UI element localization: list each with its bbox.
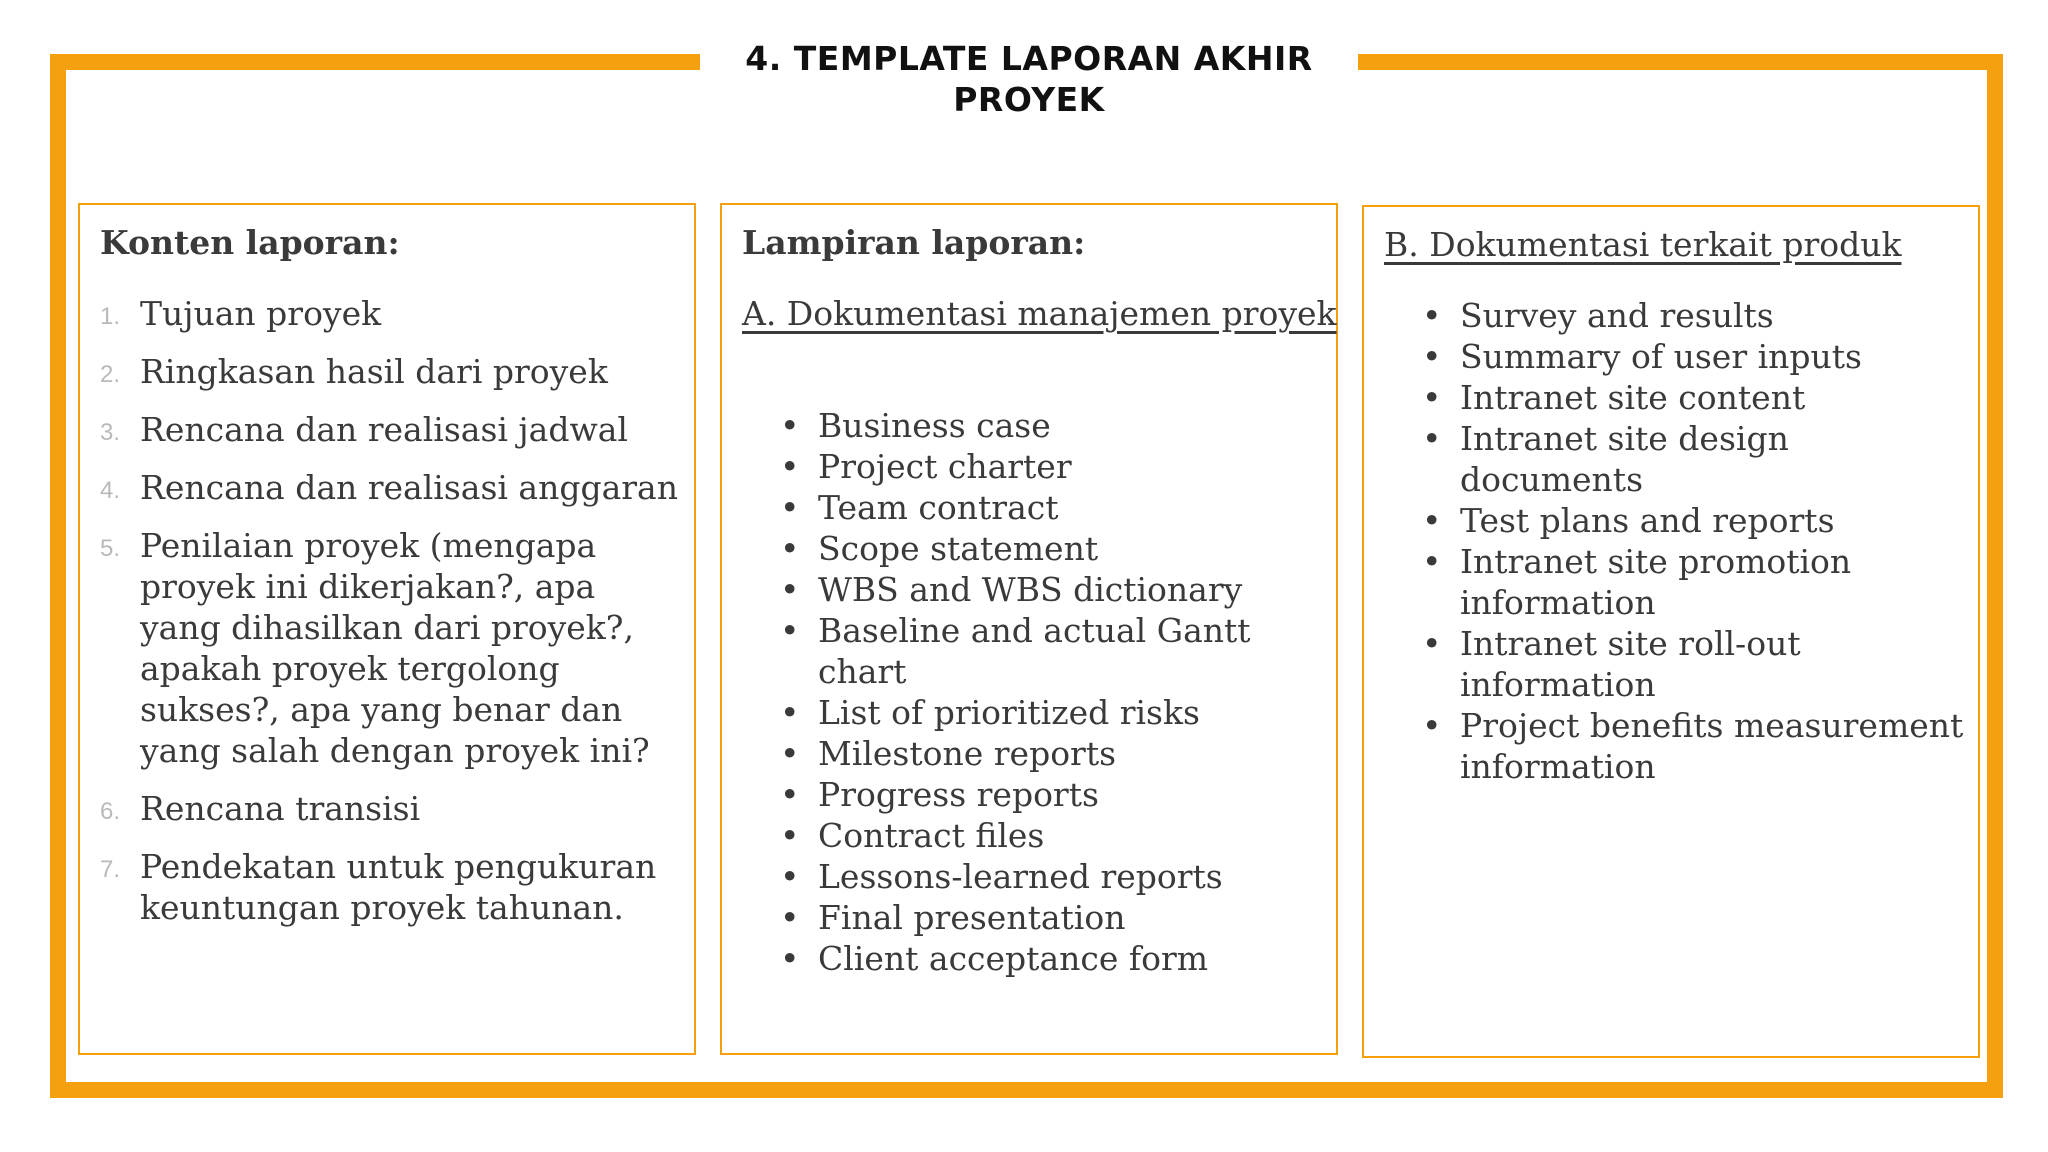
list-item-text: Ringkasan hasil dari proyek (140, 352, 608, 391)
list-item: • Intranet site content (1422, 377, 1967, 418)
list-number: 4. (100, 477, 121, 504)
list-item: • List of prioritized risks (780, 692, 1320, 733)
list-item (100, 788, 685, 829)
list-item: • Intranet site promotion information (1422, 541, 1967, 623)
list-item-text: Rencana dan realisasi anggaran (140, 468, 678, 507)
panel-dokumentasi-produk (1362, 205, 1980, 1058)
list-item: • Client acceptance form (780, 938, 1320, 979)
panel-heading: Konten laporan: (100, 223, 400, 262)
list-item: • Final presentation (780, 897, 1320, 938)
list-item: • Lessons-learned reports (780, 856, 1320, 897)
list-number: 6. (100, 798, 121, 825)
list-number: 2. (100, 361, 121, 388)
list-item: • Milestone reports (780, 733, 1320, 774)
bullet-list (780, 405, 1320, 979)
panel-heading: Lampiran laporan: (742, 223, 1086, 262)
list-item: • WBS and WBS dictionary (780, 569, 1320, 610)
list-item-text: Penilaian proyek (mengapa proyek ini dikerjakan?, apa yang dihasilkan dari proyek?, apakah proyek tergolong sukses?, apa yang benar dan yang salah dengan proyek ini? (140, 526, 650, 770)
list-item (100, 846, 685, 928)
slide-title (700, 38, 1358, 120)
list-item: • Team contract (780, 487, 1320, 528)
list-item: • Scope statement (780, 528, 1320, 569)
list-number: 5. (100, 535, 121, 562)
list-item: • Progress reports (780, 774, 1320, 815)
list-number: 3. (100, 419, 121, 446)
list-item: • Baseline and actual Gantt chart (780, 610, 1320, 692)
list-item-text: Rencana transisi (140, 789, 421, 828)
list-number: 1. (100, 303, 121, 330)
list-item-text: Rencana dan realisasi jadwal (140, 410, 628, 449)
list-item: • Contract files (780, 815, 1320, 856)
list-item: • Intranet site design documents (1422, 418, 1967, 500)
list-item (100, 293, 685, 334)
list-item (100, 525, 685, 771)
numbered-list (100, 293, 685, 945)
list-item-text: Tujuan proyek (140, 294, 382, 333)
list-item-text: Pendekatan untuk pengukuran keuntungan proyek tahunan. (140, 847, 657, 927)
slide-title-line-1: 4. TEMPLATE LAPORAN AKHIR (745, 39, 1313, 78)
list-item: • Survey and results (1422, 295, 1967, 336)
slide-title-line-2: PROYEK (953, 80, 1105, 119)
panel-heading: B. Dokumentasi terkait produk (1384, 225, 1902, 264)
list-item: • Business case (780, 405, 1320, 446)
list-item: • Intranet site roll-out information (1422, 623, 1967, 705)
bullet-list (1422, 295, 1967, 787)
list-item: • Project charter (780, 446, 1320, 487)
panel-lampiran-laporan (720, 203, 1338, 1055)
list-item: • Summary of user inputs (1422, 336, 1967, 377)
list-item (100, 351, 685, 392)
list-item (100, 467, 685, 508)
section-subheading: A. Dokumentasi manajemen proyek (742, 294, 1337, 333)
list-item: • Test plans and reports (1422, 500, 1967, 541)
list-number: 7. (100, 856, 121, 883)
panel-konten-laporan (78, 203, 696, 1055)
list-item (100, 409, 685, 450)
list-item: • Project benefits measurement information (1422, 705, 1967, 787)
